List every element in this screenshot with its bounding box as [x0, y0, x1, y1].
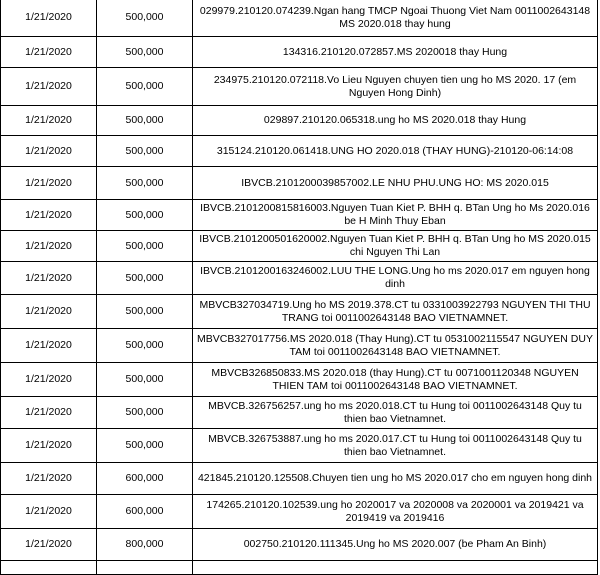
amount-cell: [97, 561, 193, 575]
date-cell: 1/21/2020: [1, 495, 97, 529]
date-cell: 1/21/2020: [1, 397, 97, 429]
date-cell: 1/21/2020: [1, 363, 97, 397]
amount-cell: 500,000: [97, 68, 193, 106]
amount-cell: 500,000: [97, 37, 193, 68]
date-cell: 1/21/2020: [1, 167, 97, 200]
description-cell: MBVCB327017756.MS 2020.018 (Thay Hung).CT tu 0531002115547 NGUYEN DUY TAM toi 0011002643148 BAO VIETNAMNET.: [193, 329, 598, 363]
table-row: [1, 329, 598, 363]
date-cell: 1/21/2020: [1, 262, 97, 295]
table-row: [1, 463, 598, 495]
date-cell: 1/21/2020: [1, 529, 97, 561]
description-cell: 234975.210120.072118.Vo Lieu Nguyen chuyen tien ung ho MS 2020. 17 (em Nguyen Hong Dinh): [193, 68, 598, 106]
date-cell: 1/21/2020: [1, 231, 97, 262]
description-cell: MBVCB.326756257.ung ho ms 2020.018.CT tu Hung toi 0011002643148 Quy tu thien bao Vietnamnet.: [193, 397, 598, 429]
table-row: [1, 106, 598, 136]
date-cell: 1/21/2020: [1, 295, 97, 329]
table-row: [1, 429, 598, 463]
amount-cell: 500,000: [97, 295, 193, 329]
description-cell: 315124.210120.061418.UNG HO 2020.018 (THAY HUNG)-210120-06:14:08: [193, 136, 598, 167]
table-row: [1, 167, 598, 200]
table-row: [1, 231, 598, 262]
date-cell: 1/21/2020: [1, 429, 97, 463]
amount-cell: 600,000: [97, 463, 193, 495]
amount-cell: 500,000: [97, 429, 193, 463]
date-cell: 1/21/2020: [1, 463, 97, 495]
table-row: [1, 37, 598, 68]
table-row: [1, 363, 598, 397]
date-cell: 1/21/2020: [1, 136, 97, 167]
amount-cell: 800,000: [97, 529, 193, 561]
amount-cell: 500,000: [97, 329, 193, 363]
table-row: [1, 295, 598, 329]
amount-cell: 500,000: [97, 231, 193, 262]
amount-cell: 500,000: [97, 106, 193, 136]
description-cell: MBVCB.326753887.ung ho ms 2020.017.CT tu Hung toi 0011002643148 Quy tu thien bao Vietnamnet.: [193, 429, 598, 463]
description-cell: 029979.210120.074239.Ngan hang TMCP Ngoai Thuong Viet Nam 0011002643148 MS 2020.018 thay hung: [193, 0, 598, 37]
date-cell: 1/21/2020: [1, 329, 97, 363]
date-cell: 1/21/2020: [1, 200, 97, 231]
description-cell: 134316.210120.072857.MS 2020018 thay Hung: [193, 37, 598, 68]
description-cell: 174265.210120.102539.ung ho 2020017 va 2020008 va 2020001 va 2019421 va 2019419 va 2019416: [193, 495, 598, 529]
amount-cell: 500,000: [97, 262, 193, 295]
date-cell: 1/21/2020: [1, 37, 97, 68]
amount-cell: 500,000: [97, 363, 193, 397]
description-cell: 421845.210120.125508.Chuyen tien ung ho MS 2020.017 cho em nguyen hong dinh: [193, 463, 598, 495]
date-cell: 1/21/2020: [1, 0, 97, 37]
description-cell: IBVCB.2101200163246002.LUU THE LONG.Ung ho ms 2020.017 em nguyen hong dinh: [193, 262, 598, 295]
table-row: [1, 200, 598, 231]
description-cell: MBVCB327034719.Ung ho MS 2019.378.CT tu 0331003922793 NGUYEN THI THU TRANG toi 0011002643148 BAO VIETNAMNET.: [193, 295, 598, 329]
amount-cell: 500,000: [97, 167, 193, 200]
date-cell: 1/21/2020: [1, 68, 97, 106]
date-cell: [1, 561, 97, 575]
date-cell: 1/21/2020: [1, 106, 97, 136]
description-cell: MBVCB326850833.MS 2020.018 (thay Hung).CT tu 0071001120348 NGUYEN THIEN TAM toi 0011002643148 BAO VIETNAMNET.: [193, 363, 598, 397]
description-cell: 029897.210120.065318.ung ho MS 2020.018 thay Hung: [193, 106, 598, 136]
description-cell: 002750.210120.111345.Ung ho MS 2020.007 (be Pham An Binh): [193, 529, 598, 561]
table-row: [1, 262, 598, 295]
amount-cell: 500,000: [97, 0, 193, 37]
table-row: [1, 136, 598, 167]
amount-cell: 600,000: [97, 495, 193, 529]
table-row: [1, 529, 598, 561]
description-cell: [193, 561, 598, 575]
amount-cell: 500,000: [97, 136, 193, 167]
table-row: [1, 68, 598, 106]
table-row: [1, 397, 598, 429]
table-row: [1, 0, 598, 37]
description-cell: IBVCB.2101200501620002.Nguyen Tuan Kiet P. BHH q. BTan Ung ho MS 2020.015 chi Nguyen Thi Lan: [193, 231, 598, 262]
table-row: [1, 495, 598, 529]
description-cell: IBVCB.2101200039857002.LE NHU PHU.UNG HO: MS 2020.015: [193, 167, 598, 200]
amount-cell: 500,000: [97, 397, 193, 429]
table-row: [1, 561, 598, 575]
amount-cell: 500,000: [97, 200, 193, 231]
description-cell: IBVCB.2101200815816003.Nguyen Tuan Kiet P. BHH q. BTan Ung ho Ms 2020.016 be H Minh Thuy Eban: [193, 200, 598, 231]
